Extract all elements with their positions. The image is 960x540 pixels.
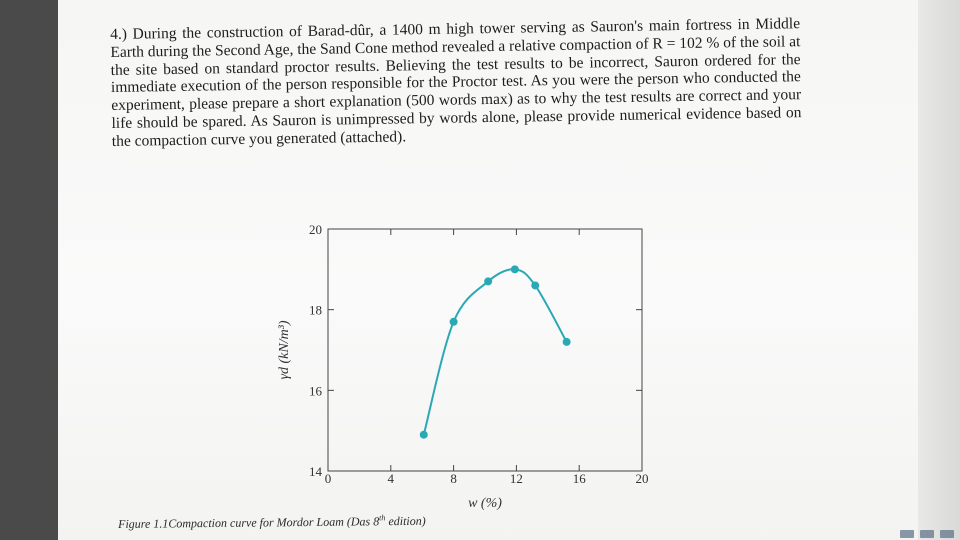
x-tick-label: 8 bbox=[450, 471, 457, 486]
compaction-curve-chart bbox=[270, 215, 690, 515]
tray-icon bbox=[920, 530, 934, 538]
data-point bbox=[450, 318, 458, 326]
tray-icons bbox=[900, 530, 954, 538]
compaction-curve-line bbox=[424, 269, 567, 434]
data-point bbox=[511, 265, 519, 273]
data-point bbox=[484, 277, 492, 285]
plot-frame bbox=[328, 229, 642, 471]
y-tick-label: 18 bbox=[309, 302, 322, 318]
x-tick-label: 16 bbox=[572, 471, 586, 486]
chart-svg bbox=[270, 215, 690, 515]
x-tick-label: 4 bbox=[387, 471, 395, 486]
figure-caption bbox=[118, 513, 426, 532]
data-point bbox=[563, 338, 571, 346]
data-point bbox=[531, 281, 539, 289]
question-paragraph: 4.) During the construction of Barad-dûr, a 1400 m high tower serving as Sauron's main fortress in Middle Earth during the Second Age, the Sand Cone method revealed a relative compaction of R = 102 % of the soil at the site based on standard proctor results. Believing the test results to be incorrect, Sauron ordered for the immediate execution of the person responsible for the Proctor test. As you were the person who conducted the experiment, please prepare a short explanation (500 words max) as to why the test results are correct and your life should be spared. As Sauron is unimpressed by words alone, please provide numerical evidence based on the compaction curve you generated (attached). bbox=[110, 15, 802, 150]
x-tick-label: 12 bbox=[509, 471, 523, 486]
x-tick-label: 20 bbox=[635, 471, 649, 486]
tray-icon bbox=[940, 530, 954, 538]
y-tick-label: 20 bbox=[309, 222, 322, 237]
y-tick-label: 14 bbox=[309, 464, 322, 479]
x-axis-label: w (%) bbox=[468, 496, 502, 511]
page-edge bbox=[918, 0, 960, 540]
caption-text: Figure 1.1Compaction curve for Mordor Loam (Das 8 bbox=[118, 514, 380, 531]
x-tick-label: 0 bbox=[324, 471, 332, 486]
tray-icon bbox=[900, 530, 914, 538]
caption-superscript: th bbox=[379, 513, 386, 523]
question-text-block bbox=[110, 15, 802, 150]
caption-suffix: edition) bbox=[385, 513, 426, 529]
data-point bbox=[420, 431, 428, 439]
y-axis-label: γd (kN/m³) bbox=[277, 320, 292, 380]
y-tick-label: 16 bbox=[309, 383, 322, 399]
